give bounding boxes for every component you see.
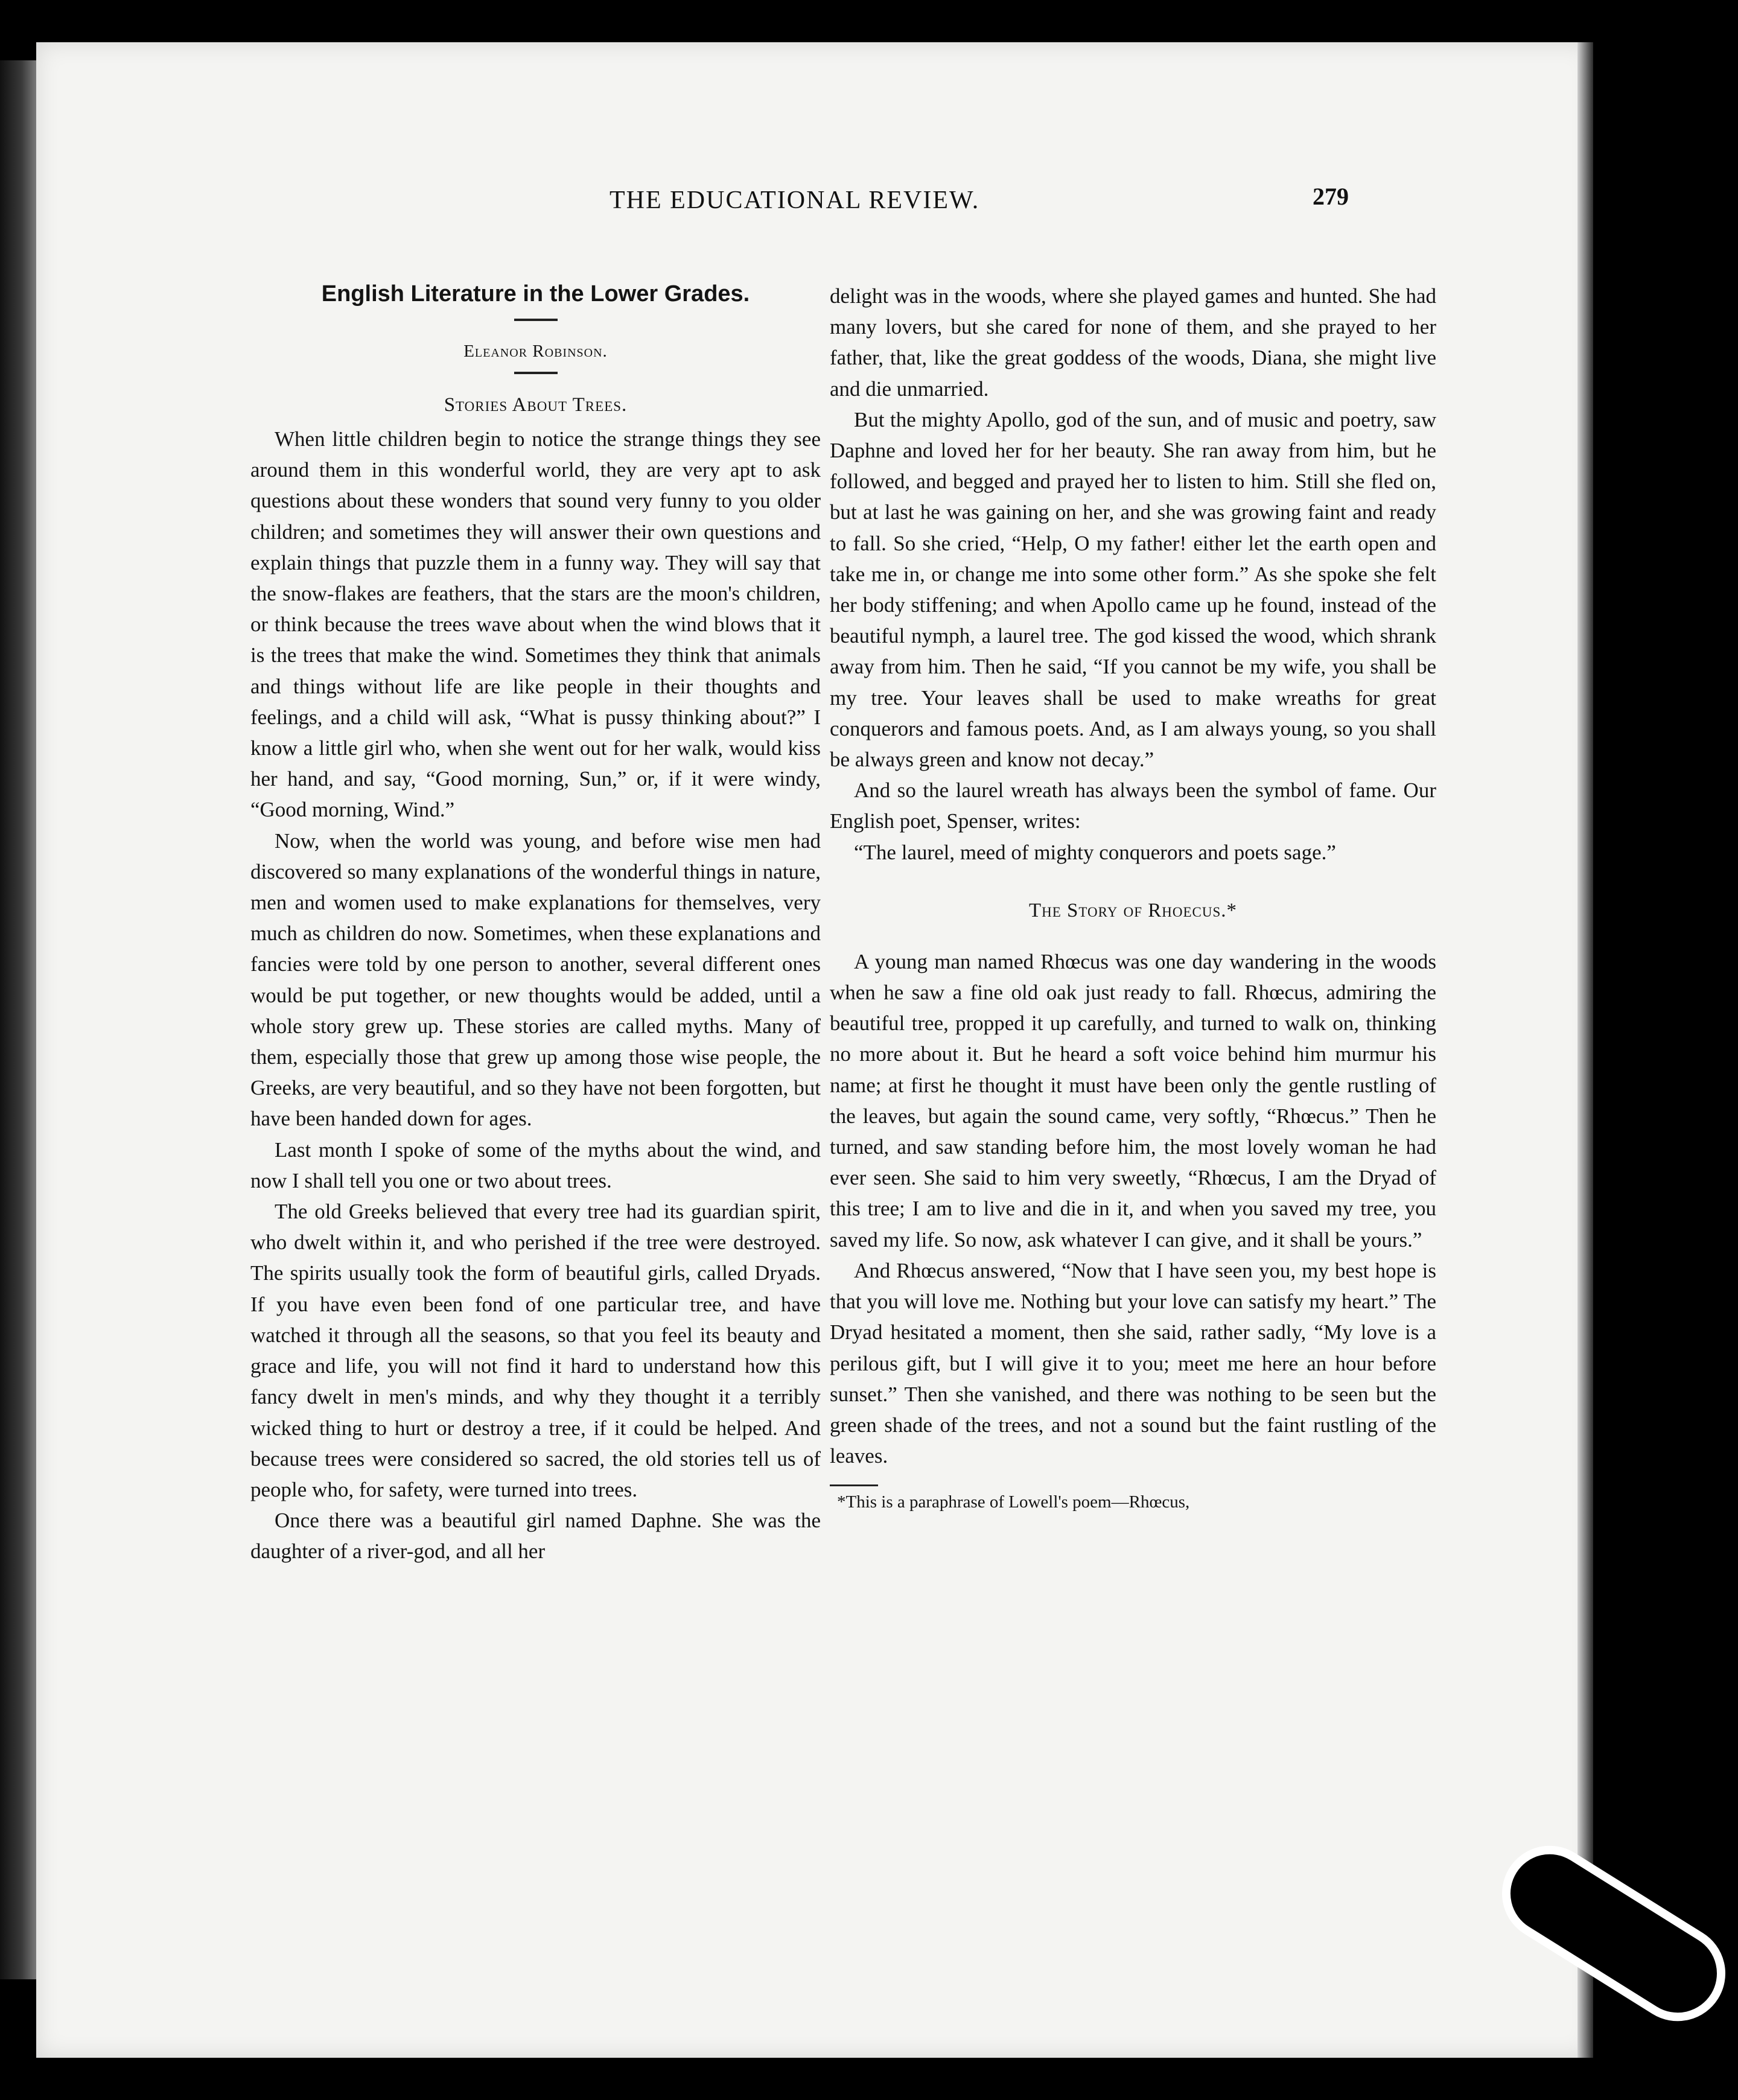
footnote-rule [830,1484,878,1486]
author-byline: Eleanor Robinson. [463,342,608,361]
page-number: 279 [1313,183,1349,210]
section-title-trees: Stories About Trees. [444,394,628,416]
paragraph: And Rhœcus answered, “Now that I have seen you, my best hope is that you will love me. Nothing but your love can satisfy my heart.” The Dryad hesitated a moment, then she said, rather sadly, “My love is a perilous gift, but I will give it to you; meet me here an hour before sunset.” Then she vanished, and there was nothing to be seen but the green shade of the trees, and not a sound but the faint rustling of the leaves. [830,1258,1436,1468]
document-page [36,42,1593,2058]
paragraph: Now, when the world was young, and before wise men had discovered so many explanations of the wonderful things in nature, men and women used to make explanations for themselves, very much as children do now. Sometimes, when these explanations and fancies were told by one person to another, several different ones would be put together, or new thoughts would be added, until a whole story grew up. These stories are called myths. Many of them, especially those that grew up among those wise people, the Greeks, are very beautiful, and so they have not been forgotten, but have been handed down for ages. [250,829,821,1131]
title-rule [514,319,558,321]
paragraph: delight was in the woods, where she played games and hunted. She had many lovers, but she cared for none of them, and she prayed to her father, that, like the great goddess of the woods, Diana, she might live and die unmarried. [830,284,1436,401]
footnote: *This is a paraphrase of Lowell's poem—Rhœcus, [837,1492,1190,1512]
paragraph: But the mighty Apollo, god of the sun, and of music and poetry, saw Daphne and loved her for her beauty. She ran away from him, but he followed, and begged and prayed her to listen to him. Still she fled on, but at last he was gaining on her, and she was growing faint and ready to fall. So she cried, “Help, O my father! either let the earth open and take me in, or change me into some other form.” As she spoke she felt her body stiffening; and when Apollo came up he found, instead of the beautiful nymph, a laurel tree. The god kissed the wood, which shrank away from him. Then he said, “If you cannot be my wife, you shall be my tree. Your leaves shall be used to make wreaths for great conquerors and famous poets. And, as I am always young, so you shall be always green and know not decay.” [830,407,1436,772]
page-header [36,183,1593,222]
left-page-edge [0,60,36,1979]
byline-rule [514,372,558,374]
paragraph: And so the laurel wreath has always been the symbol of fame. Our English poet, Spenser, writes: [830,778,1436,833]
paragraph: Last month I spoke of some of the myths about the wind, and now I shall tell you one or two about trees. [250,1138,821,1192]
paragraph: Once there was a beautiful girl named Daphne. She was the daughter of a river-god, and all her [250,1509,821,1564]
paragraph: The old Greeks believed that every tree had its guardian spirit, who dwelt within it, and who perished if the tree were destroyed. The spirits usually took the form of beautiful girls, called Dryads. If you have even been fond of one particular tree, and have watched it through all the seasons, so that you feel its beauty and grace and life, you will not find it hard to understand how this fancy dwelt in men's minds, and why they thought it a terribly wicked thing to hurt or destroy a tree, if it could be helped. And because trees were considered so sacred, the old stories tell us of people who, for safety, were turned into trees. [250,1200,821,1501]
paragraph: A young man named Rhœcus was one day wandering in the woods when he saw a fine old oak just ready to fall. Rhœcus, admiring the beautiful tree, propped it up carefully, and turned to walk on, thinking no more about it. But he heard a soft voice behind him murmur his name; at first he thought it must have been only the gentle rustling of the leaves, but again the sound came, very softly, “Rhœcus.” Then he turned, and saw standing before him, the most lovely woman he had ever seen. She said to him very sweetly, “Rhœcus, I am the Dryad of this tree; I am to live and die in it, and when you saved my tree, you saved my life. So now, ask whatever I can give, and it shall be yours.” [830,949,1436,1252]
page-binding-shadow [1577,42,1593,2058]
running-title: THE EDUCATIONAL REVIEW. [610,186,980,214]
right-column [830,281,1436,1514]
section-title-rhoecus: The Story of Rhoecus.* [1028,899,1238,921]
left-column [250,279,821,1567]
article-title: English Literature in the Lower Grades. [321,281,750,307]
quote-paragraph: “The laurel, meed of mighty conquerors and poets sage.” [854,840,1336,864]
paragraph: When little children begin to notice the strange things they see around them in this wonderful world, they are very apt to ask questions about these wonders that sound very funny to you older children; and sometimes they will answer their own questions and explain things that puzzle them in a funny way. They will say that the snow-flakes are feathers, that the stars are the moon's children, or think because the trees wave about when the wind blows that it is the trees that make the wind. Sometimes they think that animals and things without life are like people in their thoughts and feelings, and a child will ask, “What is pussy thinking about?” I know a little girl who, when she went out for her walk, would kiss her hand, and say, “Good morning, Sun,” or, if it were windy, “Good morning, Wind.” [250,427,821,822]
